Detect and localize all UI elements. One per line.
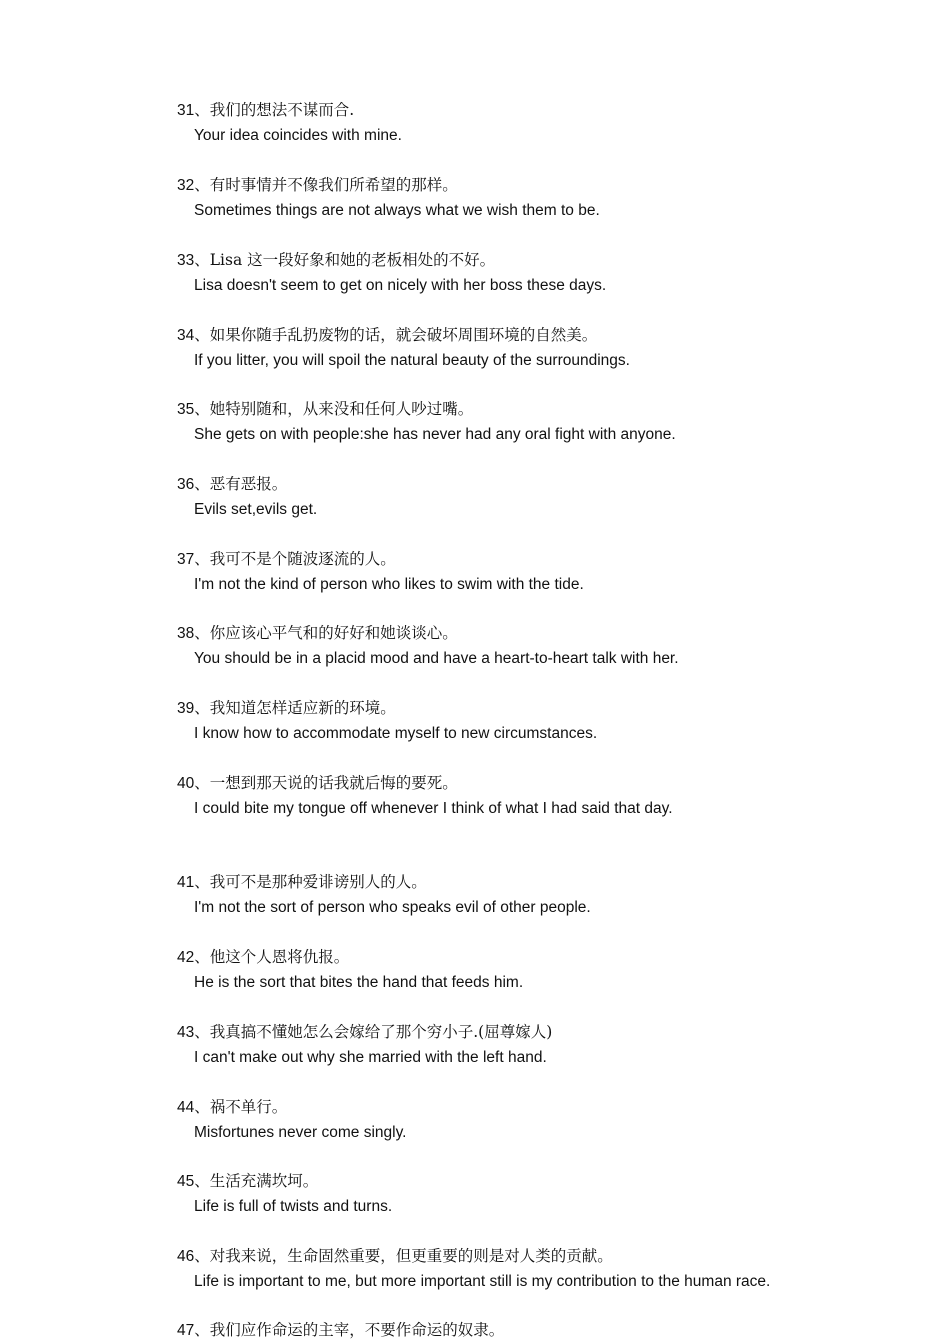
- chinese-text: 我可不是个随波逐流的人。: [209, 550, 396, 568]
- chinese-sentence: [177, 1095, 817, 1120]
- chinese-text: 我们的想法不谋而合.: [209, 101, 355, 119]
- chinese-sentence: [177, 771, 817, 796]
- chinese-text: 他这个人恩将仇报。: [209, 948, 350, 966]
- chinese-sentence: [177, 1020, 817, 1045]
- english-translation: I can't make out why she married with the left hand.: [194, 1049, 547, 1066]
- entry-number: 38、: [177, 625, 210, 642]
- entry-35: [177, 397, 817, 447]
- chinese-sentence: [177, 696, 817, 721]
- english-translation: Your idea coincides with mine.: [194, 127, 402, 144]
- english-translation: Life is full of twists and turns.: [194, 1198, 393, 1215]
- entry-36: [177, 472, 817, 522]
- entry-number: 45、: [177, 1173, 210, 1190]
- entry-number: 46、: [177, 1248, 210, 1265]
- entry-43: [177, 1020, 817, 1070]
- english-translation: Life is important to me, but more important still is my contribution to the human race.: [194, 1273, 771, 1290]
- chinese-text: 祸不单行。: [209, 1098, 288, 1116]
- entry-41: [177, 870, 817, 920]
- entry-number: 43、: [177, 1024, 210, 1041]
- entry-46: [177, 1244, 817, 1294]
- entry-number: 41、: [177, 874, 210, 891]
- entry-44: [177, 1095, 817, 1145]
- entry-number: 36、: [177, 476, 210, 493]
- chinese-sentence: [177, 621, 817, 646]
- chinese-sentence: [177, 472, 817, 497]
- english-translation: You should be in a placid mood and have a heart-to-heart talk with her.: [194, 650, 679, 667]
- entry-number: 33、: [177, 252, 210, 269]
- chinese-sentence: [177, 945, 817, 970]
- chinese-text: 如果你随手乱扔废物的话，就会破坏周围环境的自然美。: [209, 326, 598, 344]
- entry-47: [177, 1318, 817, 1343]
- entry-32: [177, 173, 817, 223]
- chinese-text: 我真搞不懂她怎么会嫁给了那个穷小子.(屈尊嫁人): [209, 1023, 553, 1041]
- chinese-text: 有时事情并不像我们所希望的那样。: [209, 176, 458, 194]
- entry-number: 31、: [177, 102, 210, 119]
- chinese-text: 我可不是那种爱诽谤别人的人。: [209, 873, 427, 891]
- english-translation: I could bite my tongue off whenever I think of what I had said that day.: [194, 800, 673, 817]
- chinese-sentence: [177, 323, 817, 348]
- english-translation: I'm not the sort of person who speaks evil of other people.: [194, 899, 591, 916]
- chinese-sentence: [177, 1244, 817, 1269]
- english-translation: He is the sort that bites the hand that feeds him.: [194, 974, 524, 991]
- entry-38: [177, 621, 817, 671]
- entry-number: 40、: [177, 775, 210, 792]
- chinese-text: 你应该心平气和的好好和她谈谈心。: [209, 624, 458, 642]
- chinese-text: 我们应作命运的主宰，不要作命运的奴隶。: [209, 1321, 505, 1339]
- entry-number: 37、: [177, 551, 210, 568]
- english-translation: Lisa doesn't seem to get on nicely with her boss these days.: [194, 277, 607, 294]
- chinese-sentence: [177, 547, 817, 572]
- chinese-text: 她特别随和，从来没和任何人吵过嘴。: [209, 400, 474, 418]
- chinese-text: 对我来说，生命固然重要，但更重要的则是对人类的贡献。: [209, 1247, 613, 1265]
- chinese-text: 一想到那天说的话我就后悔的要死。: [209, 774, 458, 792]
- english-translation: I know how to accommodate myself to new circumstances.: [194, 725, 598, 742]
- entry-number: 39、: [177, 700, 210, 717]
- entry-45: [177, 1169, 817, 1219]
- chinese-sentence: [177, 397, 817, 422]
- chinese-sentence: [177, 98, 817, 123]
- entry-34: [177, 323, 817, 373]
- chinese-sentence: [177, 173, 817, 198]
- entry-39: [177, 696, 817, 746]
- english-translation: Evils set,evils get.: [194, 501, 318, 518]
- entry-number: 35、: [177, 401, 210, 418]
- entry-number: 42、: [177, 949, 210, 966]
- entry-40: [177, 771, 817, 821]
- entry-number: 34、: [177, 327, 210, 344]
- english-translation: Sometimes things are not always what we wish them to be.: [194, 202, 600, 219]
- chinese-text: 生活充满坎坷。: [209, 1172, 319, 1190]
- chinese-sentence: [177, 1169, 817, 1194]
- entry-number: 32、: [177, 177, 210, 194]
- english-translation: Misfortunes never come singly.: [194, 1124, 407, 1141]
- chinese-text: 恶有恶报。: [209, 475, 288, 493]
- entry-number: 44、: [177, 1099, 210, 1116]
- english-translation: If you litter, you will spoil the natural beauty of the surroundings.: [194, 352, 630, 369]
- entry-37: [177, 547, 817, 597]
- chinese-text: Lisa 这一段好象和她的老板相处的不好。: [209, 251, 496, 269]
- english-translation: She gets on with people:she has never had any oral fight with anyone.: [194, 426, 676, 443]
- entry-number: 47、: [177, 1322, 210, 1339]
- entry-31: [177, 98, 817, 148]
- chinese-text: 我知道怎样适应新的环境。: [209, 699, 396, 717]
- entry-42: [177, 945, 817, 995]
- english-translation: I'm not the kind of person who likes to swim with the tide.: [194, 576, 584, 593]
- chinese-sentence: [177, 1318, 817, 1343]
- entry-33: [177, 248, 817, 298]
- chinese-sentence: [177, 870, 817, 895]
- chinese-sentence: [177, 248, 817, 273]
